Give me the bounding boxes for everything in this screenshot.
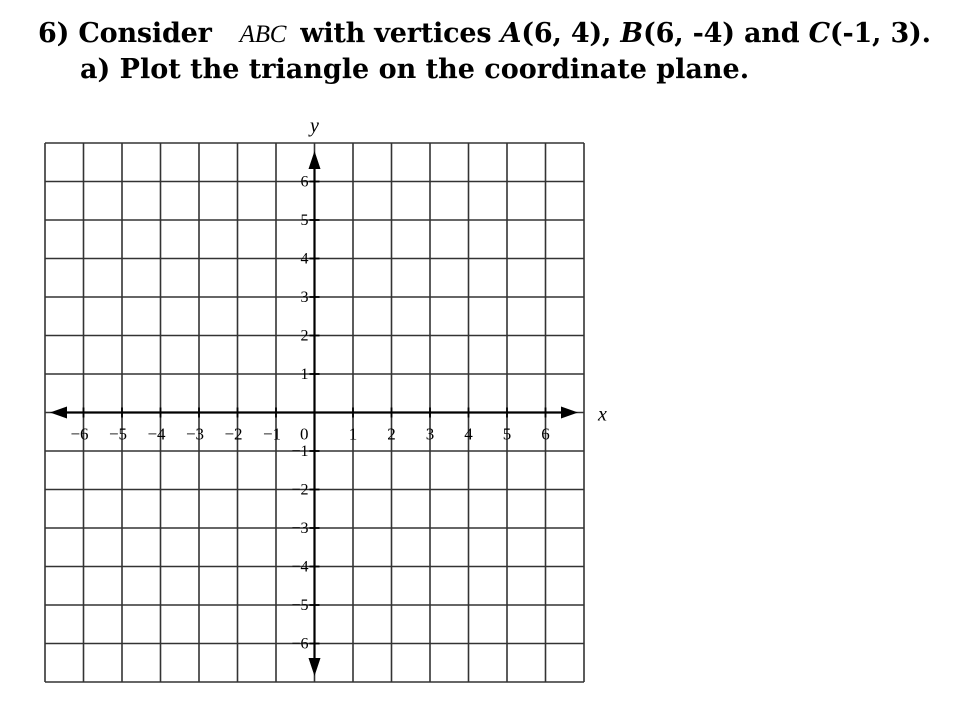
triangle-name: ABC bbox=[239, 21, 287, 48]
y-axis-up-arrow bbox=[309, 151, 321, 169]
x-axis-left-arrow bbox=[50, 407, 67, 419]
y-tick-label: −1 bbox=[291, 443, 309, 460]
y-tick-label: −2 bbox=[291, 481, 309, 499]
y-axis-label: y bbox=[310, 115, 319, 137]
x-tick-label: −5 bbox=[108, 424, 128, 444]
vertex-b-coords: (6, -4) bbox=[643, 18, 735, 49]
x-tick-label: 5 bbox=[502, 424, 512, 444]
x-tick-label: 2 bbox=[387, 424, 396, 444]
x-axis-right-arrow bbox=[561, 407, 578, 419]
part-a-instruction: a) Plot the triangle on the coordinate plane. bbox=[80, 54, 750, 85]
and-word: and bbox=[743, 18, 800, 49]
y-tick-label: −4 bbox=[291, 558, 309, 576]
y-tick-label: −5 bbox=[291, 597, 309, 614]
y-tick-label: 2 bbox=[300, 327, 309, 345]
x-tick-label: 1 bbox=[348, 424, 358, 444]
y-tick-label: 6 bbox=[300, 173, 309, 191]
y-tick-label: −3 bbox=[291, 520, 309, 537]
vertex-b-letter: B bbox=[620, 18, 644, 49]
vertex-a-coords: (6, 4), bbox=[521, 18, 612, 49]
y-tick-label: 4 bbox=[300, 250, 309, 268]
x-axis-label: x bbox=[598, 403, 607, 426]
vertex-a-letter: A bbox=[500, 18, 522, 49]
y-axis-down-arrow bbox=[309, 658, 321, 676]
tick-labels bbox=[70, 115, 607, 653]
y-tick-label: 1 bbox=[300, 366, 309, 383]
x-tick-label: −2 bbox=[224, 424, 243, 444]
question-number: 6) bbox=[38, 18, 70, 49]
x-tick-label: −1 bbox=[262, 424, 282, 444]
x-tick-label: 4 bbox=[464, 424, 473, 444]
vertex-c-coords: (-1, 3). bbox=[829, 18, 931, 49]
with-vertices-text: with vertices bbox=[300, 18, 492, 49]
x-tick-label: 6 bbox=[541, 424, 550, 444]
y-tick-label: 3 bbox=[300, 289, 309, 306]
vertex-c-letter: C bbox=[808, 18, 830, 49]
x-tick-label: −3 bbox=[185, 424, 205, 444]
x-tick-label: −4 bbox=[147, 424, 166, 444]
origin-label: 0 bbox=[300, 424, 309, 444]
x-tick-label: −6 bbox=[70, 424, 89, 444]
x-tick-label: 3 bbox=[425, 424, 435, 444]
y-tick-label: −6 bbox=[291, 635, 309, 653]
y-tick-label: 5 bbox=[300, 212, 309, 229]
question-lead: Consider bbox=[78, 18, 212, 49]
axes bbox=[50, 151, 578, 676]
